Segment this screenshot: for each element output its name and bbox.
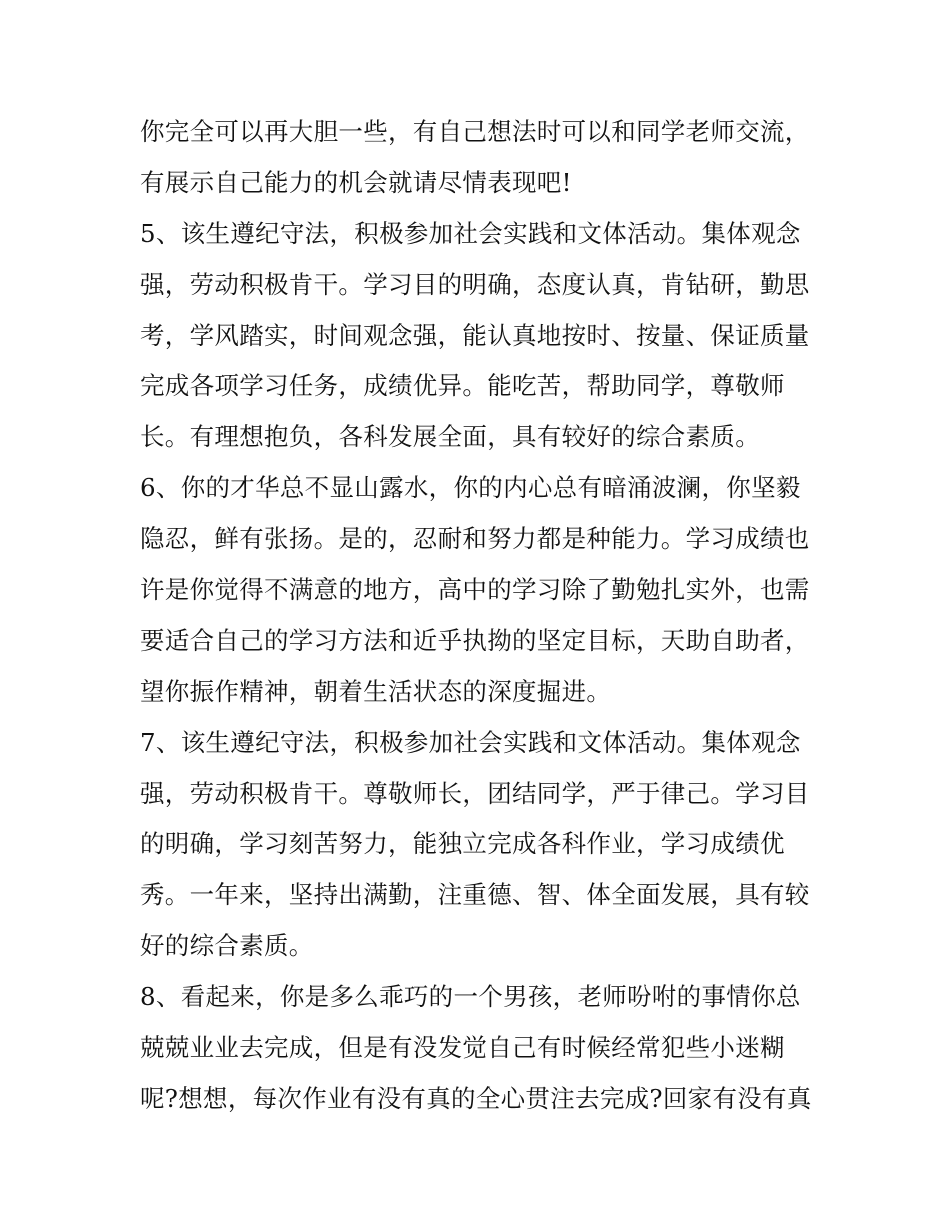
text-line-8: 6、你的才华总不显山露水，你的内心总有暗涌波澜，你坚毅 xyxy=(140,473,801,503)
text-line-15: 的明确，学习刻苦努力，能独立完成各科作业，学习成绩优 xyxy=(140,829,785,859)
text-line-20: 呢?想想，每次作业有没有真的全心贯注去完成?回家有没有真 xyxy=(140,1083,812,1113)
document-body xyxy=(140,107,820,1125)
text-line-14: 强，劳动积极肯干。尊敬师长，团结同学，严于律己。学习目 xyxy=(140,778,810,808)
text-line-13: 7、该生遵纪守法，积极参加社会实践和文体活动。集体观念 xyxy=(140,727,801,757)
text-line-7: 长。有理想抱负，各科发展全面，具有较好的综合素质。 xyxy=(140,422,760,452)
text-line-6: 完成各项学习任务，成绩优异。能吃苦，帮助同学，尊敬师 xyxy=(140,371,785,401)
text-line-12: 望你振作精神，朝着生活状态的深度掘进。 xyxy=(140,676,612,706)
text-line-17: 好的综合素质。 xyxy=(140,931,314,961)
text-line-4: 强，劳动积极肯干。学习目的明确，态度认真，肯钻研，勤思 xyxy=(140,269,810,299)
text-line-2: 有展示自己能力的机会就请尽情表现吧! xyxy=(140,167,572,197)
text-line-11: 要适合自己的学习方法和近乎执拗的坚定目标，天助自助者， xyxy=(140,625,810,655)
text-line-16: 秀。一年来，坚持出满勤，注重德、智、体全面发展，具有较 xyxy=(140,880,810,910)
text-line-10: 许是你觉得不满意的地方，高中的学习除了勤勉扎实外，也需 xyxy=(140,575,810,605)
text-line-5: 考，学风踏实，时间观念强，能认真地按时、按量、保证质量 xyxy=(140,320,810,350)
text-line-19: 兢兢业业去完成，但是有没发觉自己有时候经常犯些小迷糊 xyxy=(140,1033,785,1063)
text-line-9: 隐忍，鲜有张扬。是的，忍耐和努力都是种能力。学习成绩也 xyxy=(140,524,810,554)
text-line-3: 5、该生遵纪守法，积极参加社会实践和文体活动。集体观念 xyxy=(140,218,801,248)
text-line-1: 你完全可以再大胆一些，有自己想法时可以和同学老师交流， xyxy=(140,117,810,146)
text-line-18: 8、看起来，你是多么乖巧的一个男孩，老师吩咐的事情你总 xyxy=(140,982,801,1012)
